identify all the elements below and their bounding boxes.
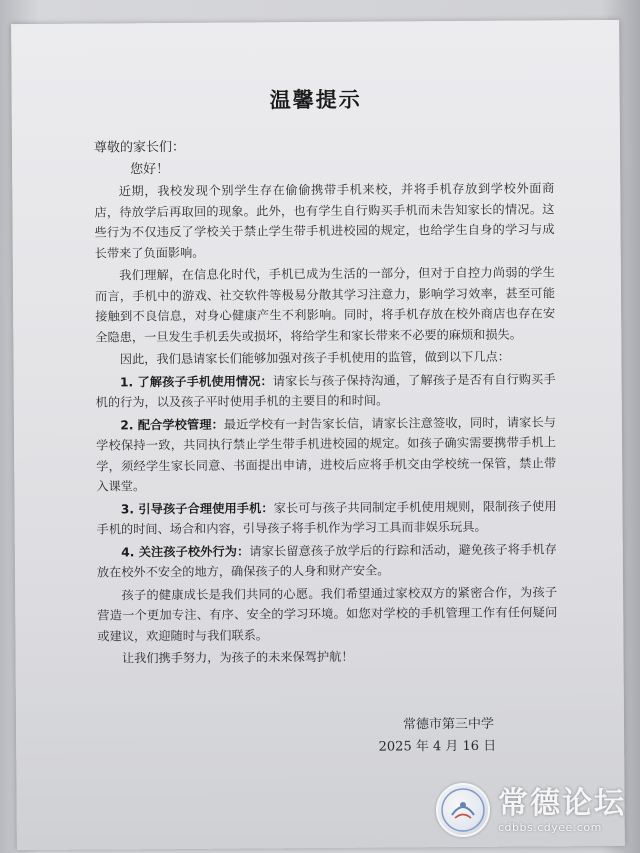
point-item (96, 496, 556, 540)
salutation: 尊敬的家长们： (93, 139, 186, 156)
watermark-text (498, 787, 626, 834)
signature-date: 2025 年 4 月 16 日 (378, 738, 497, 755)
notice-body (94, 178, 557, 671)
watermark (436, 783, 626, 837)
forum-logo-icon (436, 783, 490, 837)
closing-paragraph: 孩子的健康成长是我们共同的心愿。我们希望通过家校双方的紧密合作，为孩子营造一个更加专注、有序、安全的学习环境。如您对学校的手机管理工作有任何疑问或建议，欢迎随时与我们联系。 (97, 584, 558, 644)
watermark-url: cdbbs.cdyee.com (498, 820, 602, 834)
point-item (96, 369, 556, 413)
paragraph: 近期，我校发现个别学生存在偷偷携带手机来校，并将手机存放到学校外面商店，待放学后再取回的现象。此外，也有学生自行购买手机而未告知家长的情况。这些行为不仅违反了学校关于禁止学生带手机进校园的规定，也给学生自身的学习与成长带来了负面影响。 (94, 181, 555, 261)
point-lead: 2. 配合学校管理： (120, 417, 224, 432)
watermark-title: 常德论坛 (498, 785, 626, 821)
notice-title: 温馨提示 (269, 87, 362, 113)
paragraph: 因此，我们恳请家长们能够加强对孩子手机使用的监管，做到以下几点： (119, 349, 510, 367)
point-text: 请家长与孩子保持沟通，了解孩子是否有自行购买手机的行为，以及孩子平时使用手机的主要目的和时间。 (95, 371, 556, 410)
point-text: 家长可与孩子共同制定手机使用规则，限制孩子使用手机的时间、场合和内容，引导孩子将手机作为学习工具而非娱乐玩具。 (96, 498, 557, 537)
point-lead: 4. 关注孩子校外行为： (121, 543, 250, 559)
point-text: 最近学校有一封告家长信，请家长注意签收，同时，请家长与学校保持一致，共同执行禁止学生带手机进校园的规定。如孩子确实需要携带手机上学，须经学生家长同意、书面提出申请，进校后应将手机交由学校统一保管，禁止带入课堂。 (96, 414, 557, 494)
point-lead: 1. 了解孩子手机使用情况： (119, 373, 273, 389)
notice-paper (11, 20, 625, 850)
point-item (97, 539, 557, 583)
closing-paragraph: 让我们携手努力，为孩子的未来保驾护航！ (121, 649, 354, 666)
greeting: 您好！ (130, 162, 170, 178)
paragraph: 我们理解，在信息化时代，手机已成为生活的一部分，但对于自控力尚弱的学生而言，手机中的游戏、社交软件等极易分散其学习注意力，影响学习效率，甚至可能接触到不良信息，对身心健康产生不利影响。同时，将手机存放在校外商店也存在安全隐患，一旦发生手机丢失或损坏，将给学生和家长带来不必要的麻烦和损失。 (94, 265, 556, 345)
signature-school: 常德市第三中学 (402, 716, 495, 733)
point-item (96, 412, 557, 497)
point-text: 请家长留意孩子放学后的行踪和活动，避免孩子将手机存放在校外不安全的地方，确保孩子的人身和财产安全。 (96, 541, 557, 580)
point-lead: 3. 引导孩子合理使用手机： (120, 500, 274, 516)
